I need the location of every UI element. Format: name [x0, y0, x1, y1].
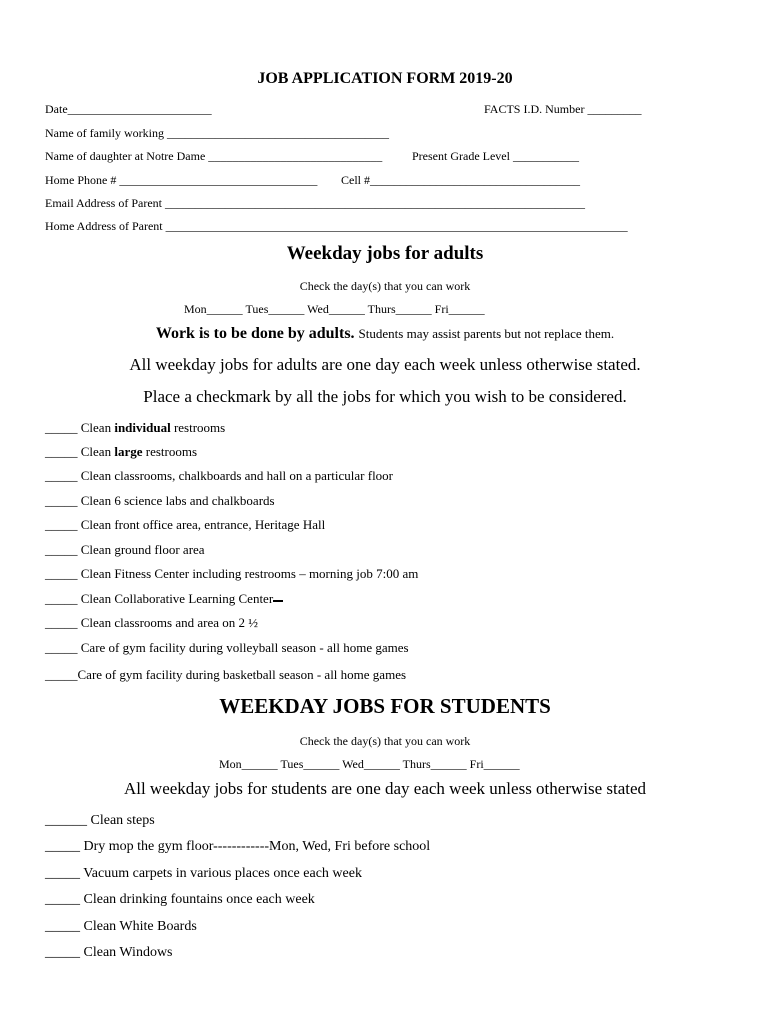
students-day-tue[interactable]: Tues______ [280, 757, 340, 771]
adult-job-8[interactable]: _____ Clean Collaborative Learning Center [45, 591, 283, 607]
adult-job-1[interactable]: _____ Clean individual restrooms [45, 420, 226, 435]
adult-job-7[interactable]: _____ Clean Fitness Center including restrooms – morning job 7:00 am [45, 566, 419, 581]
adult-job-2[interactable]: _____ Clean large restrooms [45, 444, 198, 459]
student-job-4[interactable]: _____ Clean drinking fountains once each week [45, 892, 315, 907]
adults-rule-bold: Work is to be done by adults. [155, 325, 355, 342]
adults-day-thu[interactable]: Thurs______ [367, 302, 432, 316]
adult-job-3[interactable]: _____ Clean classrooms, chalkboards and hall on a particular floor [45, 468, 394, 483]
adult-job-10[interactable]: _____ Care of gym facility during volleyball season - all home games [45, 640, 409, 655]
adults-rule-rest: Students may assist parents but not replace them. [358, 326, 615, 341]
facts-id-field[interactable]: FACTS I.D. Number _________ [484, 102, 642, 116]
email-field[interactable]: Email Address of Parent ______________________________________________________________________ [45, 196, 585, 210]
students-day-mon[interactable]: Mon______ [219, 757, 278, 771]
students-day-wed[interactable]: Wed______ [342, 757, 400, 771]
adults-heading: Weekday jobs for adults [286, 243, 484, 264]
adult-job-9[interactable]: _____ Clean classrooms and area on 2 ½ [45, 615, 259, 630]
student-job-5[interactable]: _____ Clean White Boards [45, 919, 197, 934]
adults-day-fri[interactable]: Fri______ [434, 302, 485, 316]
students-day-fri[interactable]: Fri______ [469, 757, 520, 771]
adults-note-one-day: All weekday jobs for adults are one day each week unless otherwise stated. [129, 355, 641, 374]
student-job-6[interactable]: _____ Clean Windows [45, 945, 173, 960]
date-field[interactable]: Date________________________ [45, 102, 212, 116]
adults-check-days: Check the day(s) that you can work [299, 279, 471, 293]
adults-day-mon[interactable]: Mon______ [184, 302, 243, 316]
adults-day-wed[interactable]: Wed______ [307, 302, 365, 316]
dash-mark [273, 600, 283, 602]
family-name-field[interactable]: Name of family working _____________________________________ [45, 126, 389, 140]
students-days-row [219, 757, 520, 772]
cell-phone-field[interactable]: Cell #___________________________________ [341, 173, 580, 187]
adults-day-tue[interactable]: Tues______ [245, 302, 305, 316]
students-heading: WEEKDAY JOBS FOR STUDENTS [219, 694, 551, 718]
students-day-thu[interactable]: Thurs______ [402, 757, 467, 771]
adults-rule [0, 325, 770, 343]
daughter-name-field[interactable]: Name of daughter at Notre Dame _____________________________ [45, 149, 383, 163]
adults-days-row [184, 302, 485, 317]
student-job-3[interactable]: _____ Vacuum carpets in various places once each week [45, 866, 362, 881]
adults-note-checkmark: Place a checkmark by all the jobs for which you wish to be considered. [143, 387, 627, 406]
students-note: All weekday jobs for students are one day each week unless otherwise stated [123, 779, 647, 798]
adult-job-4[interactable]: _____ Clean 6 science labs and chalkboards [45, 493, 275, 508]
home-address-field[interactable]: Home Address of Parent _____________________________________________________________________________ [45, 219, 628, 233]
home-phone-field[interactable]: Home Phone # _________________________________ [45, 173, 318, 187]
form-title: JOB APPLICATION FORM 2019-20 [257, 70, 513, 87]
adult-job-5[interactable]: _____ Clean front office area, entrance, Heritage Hall [45, 517, 326, 532]
students-check-days: Check the day(s) that you can work [299, 734, 471, 748]
student-job-1[interactable]: ______ Clean steps [45, 813, 155, 828]
grade-level-field[interactable]: Present Grade Level ___________ [412, 149, 579, 163]
adult-job-6[interactable]: _____ Clean ground floor area [45, 542, 205, 557]
adult-job-11[interactable]: _____Care of gym facility during basketball season - all home games [45, 667, 407, 682]
student-job-2[interactable]: _____ Dry mop the gym floor------------Mon, Wed, Fri before school [45, 839, 431, 854]
